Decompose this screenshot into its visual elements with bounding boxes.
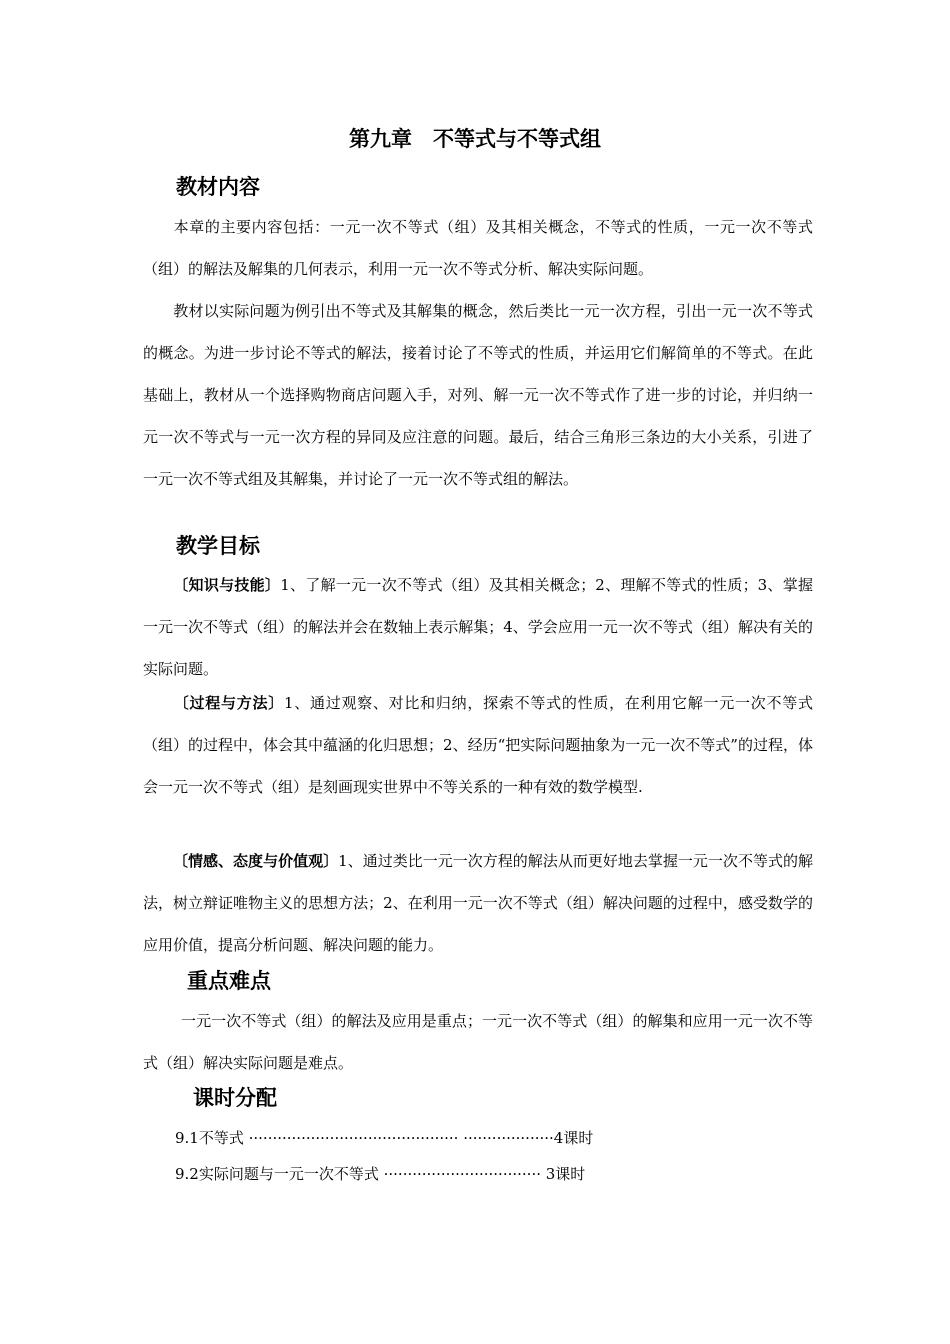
- schedule-row-item: 9.2实际问题与一元一次不等式: [175, 1165, 379, 1183]
- chapter-title: 第九章 不等式与不等式组: [349, 127, 601, 151]
- schedule-row-leader: ·································: [378, 1165, 541, 1183]
- content-paragraph-2-text: 教材以实际问题为例引出不等式及其解集的概念，然后类比一元一次方程，引出一元一次不等式的概念。为进一步讨论不等式的解法，接着讨论了不等式的性质，并运用它们解简单的不等式。在此基础上，教材从一个选择购物商店问题入手，对列、解一元一次不等式作了进一步的讨论，并归纳一元一次不等式与一元一次方程的异同及应注意的问题。最后，结合三角形三条边的大小关系，引进了一元一次不等式组及其解集，并讨论了一元一次不等式组的解法。: [143, 302, 813, 488]
- content-paragraph-1: [143, 206, 813, 290]
- goal-process-method: [143, 682, 813, 808]
- goal-knowledge-skills-tag: 〔知识与技能〕: [173, 576, 281, 594]
- section-heading-goals: 教学目标: [176, 534, 260, 558]
- schedule-row: [175, 1126, 593, 1150]
- goal-emotion-attitude: [143, 840, 813, 966]
- goal-process-method-text: 1、通过观察、对比和归纳，探索不等式的性质，在利用它解一元一次不等式（组）的过程中，体会其中蕴涵的化归思想；2、经历“把实际问题抽象为一元一次不等式”的过程，体会一元一次不等式（组）是刻画现实世界中不等关系的一种有效的数学模型.: [143, 694, 813, 796]
- section-heading-content: 教材内容: [176, 175, 260, 199]
- goal-process-method-tag: 〔过程与方法〕: [173, 694, 284, 712]
- content-paragraph-1-text: 本章的主要内容包括：一元一次不等式（组）及其相关概念，不等式的性质，一元一次不等式（组）的解法及解集的几何表示，利用一元一次不等式分析、解决实际问题。: [143, 218, 813, 278]
- content-paragraph-2: [143, 290, 813, 500]
- key-points-paragraph: [143, 1000, 813, 1084]
- section-heading-key-points: 重点难点: [187, 969, 271, 993]
- schedule-row-hours: 4课时: [553, 1129, 594, 1147]
- section-heading-schedule: 课时分配: [193, 1086, 277, 1110]
- goal-emotion-attitude-tag: 〔情感、态度与价值观〕: [173, 852, 339, 870]
- schedule-row: [175, 1162, 585, 1186]
- schedule-row-hours: 3课时: [540, 1165, 586, 1183]
- schedule-row-item: 9.1不等式: [175, 1129, 244, 1147]
- goal-knowledge-skills-text: 1、了解一元一次不等式（组）及其相关概念；2、理解不等式的性质；3、掌握一元一次不等式（组）的解法并会在数轴上表示解集；4、学会应用一元一次不等式（组）解决有关的实际问题。: [143, 576, 813, 678]
- schedule-row-leader: ············································ ···················: [243, 1129, 554, 1147]
- goal-emotion-attitude-text: 1、通过类比一元一次方程的解法从而更好地去掌握一元一次不等式的解法，树立辩证唯物主义的思想方法；2、在利用一元一次不等式（组）解决问题的过程中，感受数学的应用价值，提高分析问题、解决问题的能力。: [143, 852, 813, 954]
- key-points-text: 一元一次不等式（组）的解法及应用是重点；一元一次不等式（组）的解集和应用一元一次不等式（组）解决实际问题是难点。: [143, 1012, 813, 1072]
- goal-knowledge-skills: [143, 564, 813, 690]
